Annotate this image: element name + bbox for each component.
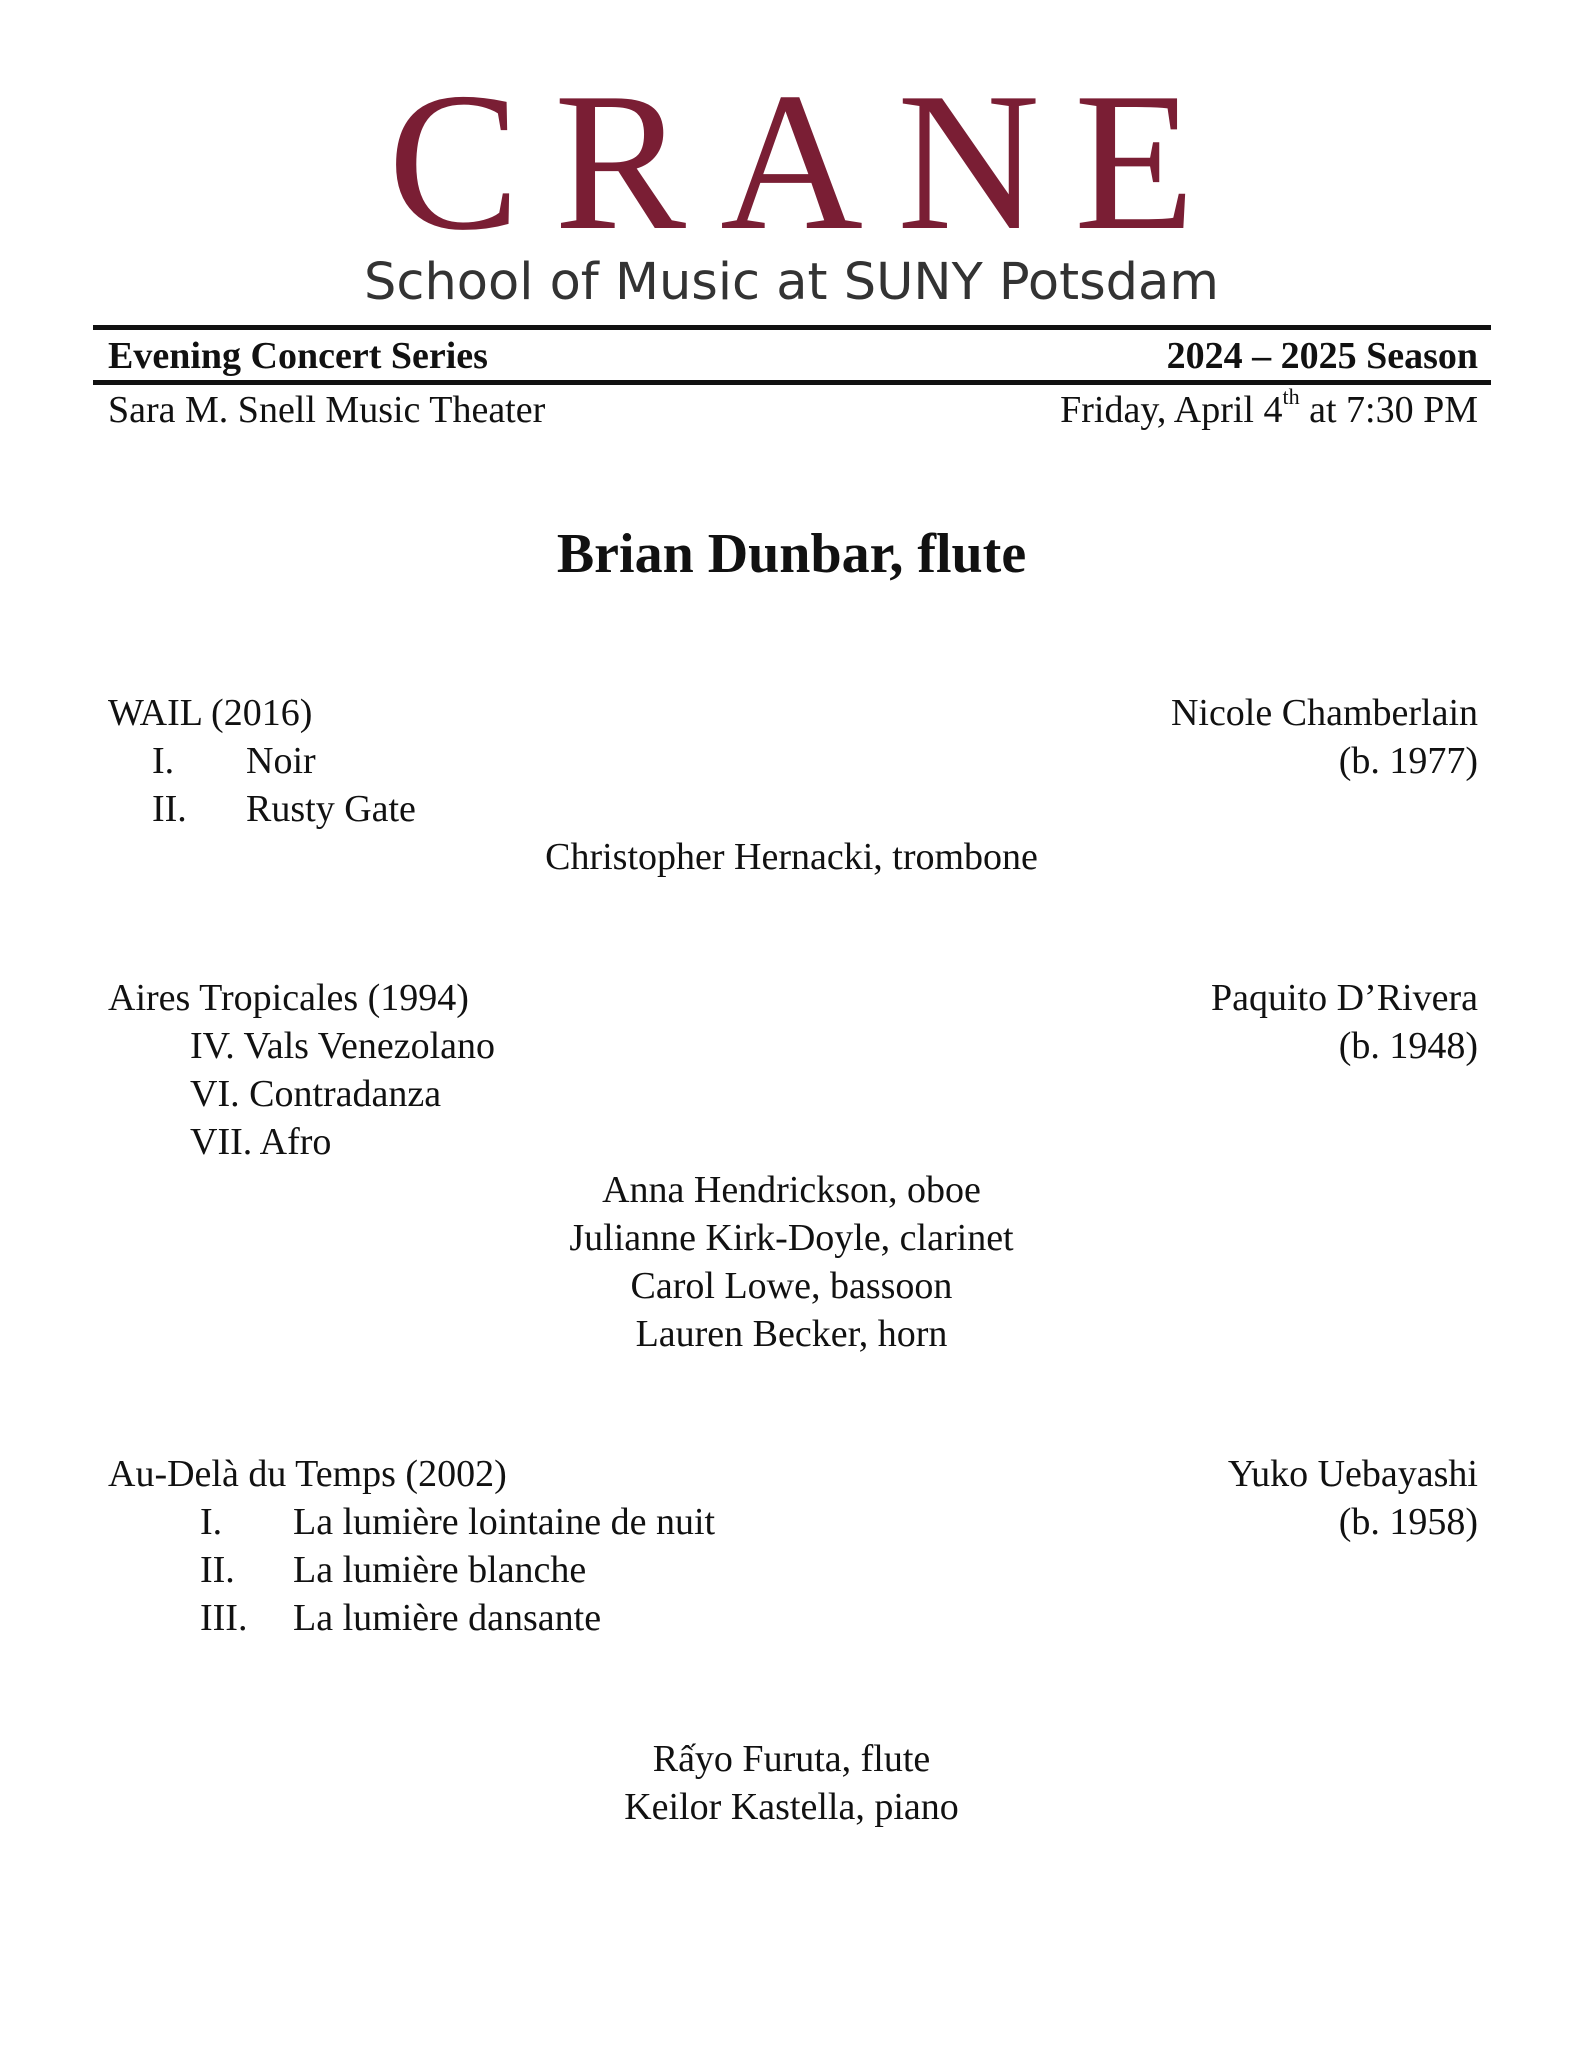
movement: VII. Afro [190,1121,332,1163]
composer-dates: (b. 1948) [1338,1025,1478,1067]
movement-name: La lumière blanche [293,1549,587,1591]
series-row [108,334,1478,378]
piece-title: Aires Tropicales (1994) [108,977,469,1019]
date-ordinal: th [1282,384,1300,409]
date-time: at 7:30 PM [1299,389,1478,431]
piece-title: Au-Delà du Temps (2002) [108,1453,507,1495]
collaborator: Lauren Becker, horn [635,1313,948,1355]
collaborator: Rấyo Furuta, flute [652,1738,931,1780]
logo-subtitle: School of Music at SUNY Potsdam [364,253,1219,312]
composer-name: Paquito D’Rivera [1210,977,1478,1019]
movement-number: I. [200,1501,223,1543]
movement-name: Rusty Gate [246,788,416,830]
movement-number: II. [200,1549,235,1591]
movement: IV. Vals Venezolano [190,1025,496,1067]
season-label: 2024 – 2025 Season [1166,335,1478,377]
collaborator: Carol Lowe, bassoon [630,1265,953,1307]
movement-number: II. [152,788,187,830]
collaborator: Christopher Hernacki, trombone [545,836,1038,878]
date-prefix: Friday, April 4 [1060,389,1283,431]
collaborator: Anna Hendrickson, oboe [602,1169,981,1211]
movement-number: III. [200,1597,248,1639]
collaborator: Keilor Kastella, piano [624,1786,959,1828]
venue-name: Sara M. Snell Music Theater [108,389,546,431]
piece-title: WAIL (2016) [108,692,313,734]
collaborator: Julianne Kirk-Doyle, clarinet [569,1217,1014,1259]
movement: VI. Contradanza [190,1073,442,1115]
composer-dates: (b. 1977) [1338,740,1478,782]
movement-name: Noir [246,740,316,782]
movement-number: I. [152,740,175,782]
venue-row [108,384,1478,432]
series-name: Evening Concert Series [108,335,488,377]
performer-title: Brian Dunbar, flute [556,523,1027,585]
movement-name: La lumière dansante [293,1597,602,1639]
header-rule-top [93,325,1491,330]
crane-logo: CRANE [387,52,1230,271]
composer-dates: (b. 1958) [1338,1501,1478,1543]
concert-date [1060,384,1478,432]
composer-name: Yuko Uebayashi [1227,1453,1478,1495]
movement-name: La lumière lointaine de nuit [293,1501,716,1543]
composer-name: Nicole Chamberlain [1170,692,1478,734]
